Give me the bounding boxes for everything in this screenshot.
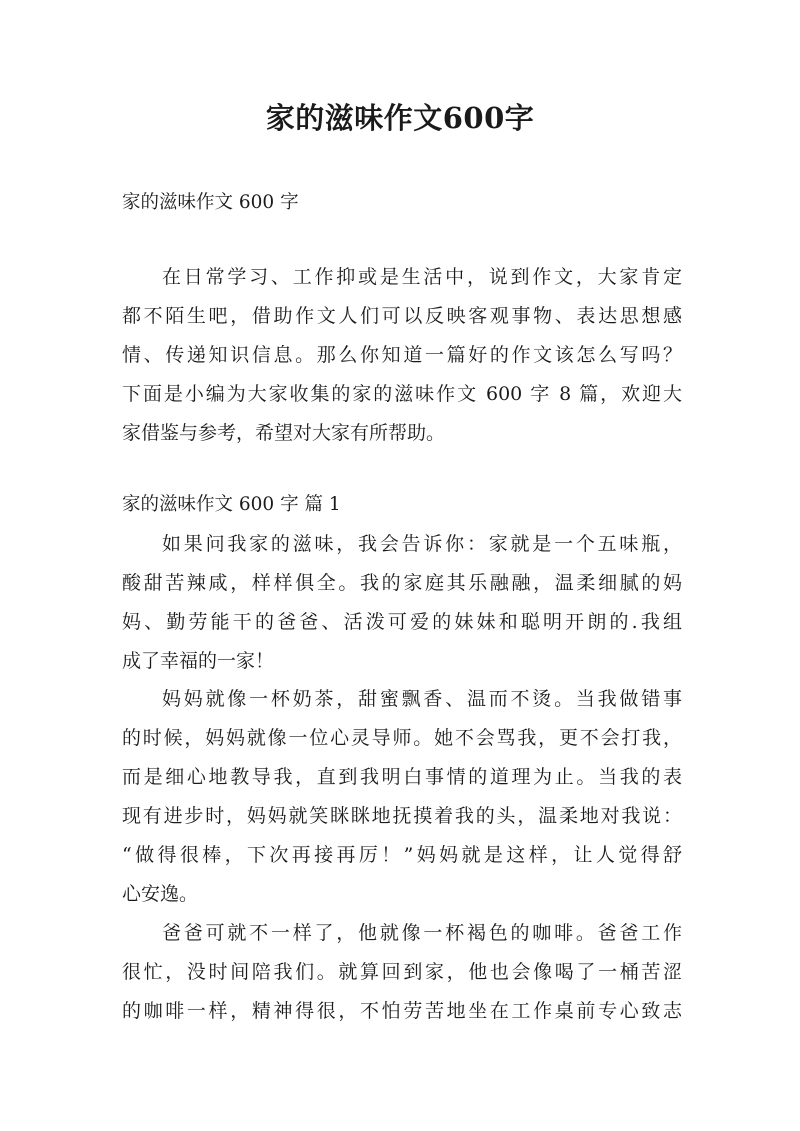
- section-heading: 家的滋味作文 600 字 篇 1: [122, 494, 341, 515]
- paragraph-line: 的咖啡一样，精神得很，不怕劳苦地坐在工作桌前专心致志: [122, 1000, 682, 1022]
- paragraph-line: 很忙，没时间陪我们。就算回到家，他也会像喝了一桶苦涩: [122, 961, 682, 983]
- intro-line: 情、传递知识信息。那么你知道一篇好的作文该怎么写吗？: [122, 344, 682, 366]
- paragraph-line: 现有进步时，妈妈就笑眯眯地抚摸着我的头，温柔地对我说：: [122, 805, 682, 827]
- paragraph-line: 而是细心地教导我，直到我明白事情的道理为止。当我的表: [122, 766, 682, 788]
- intro-line: 下面是小编为大家收集的家的滋味作文 600 字 8 篇，欢迎大: [122, 383, 682, 405]
- paragraph-line: 妈妈就像一杯奶茶，甜蜜飘香、温而不烫。当我做错事: [162, 688, 682, 710]
- document-subtitle: 家的滋味作文 600 字: [122, 192, 299, 213]
- document-title: 家的滋味作文600字: [265, 101, 535, 135]
- intro-line: 在日常学习、工作抑或是生活中，说到作文，大家肯定: [162, 266, 682, 288]
- paragraph-line: “做得很棒，下次再接再厉！”妈妈就是这样，让人觉得舒: [122, 844, 682, 866]
- paragraph-line: 心安逸。: [122, 883, 199, 905]
- intro-line: 都不陌生吧，借助作文人们可以反映客观事物、表达思想感: [122, 305, 682, 327]
- paragraph-line: 如果问我家的滋味，我会告诉你：家就是一个五味瓶，: [162, 533, 682, 555]
- paragraph-line: 爸爸可就不一样了，他就像一杯褐色的咖啡。爸爸工作: [162, 922, 682, 944]
- paragraph-line: 的时候，妈妈就像一位心灵导师。她不会骂我，更不会打我，: [122, 727, 682, 749]
- intro-line: 家借鉴与参考，希望对大家有所帮助。: [122, 422, 446, 444]
- paragraph-line: 妈、勤劳能干的爸爸、活泼可爱的妹妹和聪明开朗的.我组: [122, 611, 682, 633]
- paragraph-line: 酸甜苦辣咸，样样俱全。我的家庭其乐融融，温柔细腻的妈: [122, 572, 682, 594]
- paragraph-line: 成了幸福的一家！: [122, 650, 275, 672]
